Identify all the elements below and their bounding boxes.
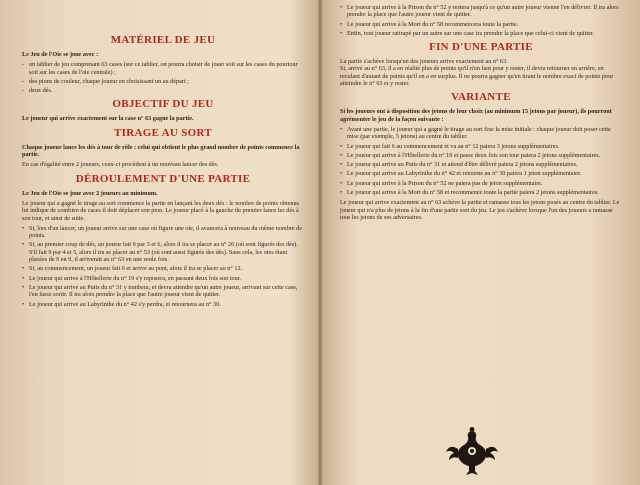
deroulement-text: Le joueur qui a gagné le tirage au sort commence la partie en lançant les deux dés : le nombre de points obtenus lui indique de combien de cases il doit déplacer son pion. Le joueur placé à la gauche du premier lance les dés à son tour, et ainsi de suite. <box>22 199 299 222</box>
deroulement-list <box>22 225 304 308</box>
variante-end: Le joueur qui arrive exactement au n° 63 achève la partie et ramasse tous les jetons posés au centre du tablier. Le joueur qui n'a plus de jetons à la fin d'une partie sort du jeu. Le jeu s'achève lorsque l'un des joueurs a ramassé tous les jetons de ses adversaires. <box>340 199 620 221</box>
list-item: • Le joueur qui arrive au Labyrinthe du n° 42 s'y perdra, et retournera au n° 30. <box>22 301 304 308</box>
fin-heading: FIN D'UNE PARTIE <box>429 41 533 54</box>
goose-emblem-icon <box>445 425 499 477</box>
tirage-text-1: Chaque joueur lance les dés à tour de rôle : celui qui obtient le plus grand nombre de points commence la partie. <box>22 143 300 159</box>
list-item: • Le joueur qui arrive à l'Hôtellerie du n° 19 s'y reposera, en passant deux fois son tour. <box>22 275 304 282</box>
variante-list <box>340 126 622 196</box>
fin-text-2: Si, arrivé au n° 63, il a en réalité plus de points qu'il n'en faut pour y rester, il devra retourner en arrière, en reculant d'autant de points qu'il en a en surplus. Il ne pourra gagner qu'en tirant le nombre exact de points pour atteindre le n° 63 et y rester. <box>340 65 614 88</box>
right-page <box>326 0 640 485</box>
list-item: • Si, au premier coup de dés, un joueur fait 9 par 3 et 6, alors il ira se placer au n° 26 (où sont figurés des dés). S'il fait 9 par 4 et 5, alors il ira se placer au n° 53 (où sont aussi figurés des dés). Sans cela, les oies étant placées de 9 en 9, il arriverait au n° 63 en une seule fois. <box>22 241 304 263</box>
fin-text-1: La partie s'achève lorsqu'un des joueurs arrive exactement au n° 63. <box>340 58 508 66</box>
list-item: • Si, lors d'un lancer, un joueur arrive sur une case où figure une oie, il avancera à nouveau du même nombre de points. <box>22 225 304 240</box>
list-item: - un tablier de jeu comprenant 63 cases (sur ce tablier, on pourra choisir de jouer soit sur les cases du pourtour soit sur les cases de l'oie centrale) ; <box>22 61 304 76</box>
materiel-list <box>22 61 304 94</box>
list-item: • Enfin, tout joueur rattrapé par un autre sur une case ira prendre la place que celui-ci vient de quitter. <box>340 30 622 37</box>
tirage-heading: TIRAGE AU SORT <box>114 126 212 139</box>
deroulement-heading: DÉROULEMENT D'UNE PARTIE <box>75 172 251 185</box>
list-item: • Le joueur qui arrive à la Prison du n° 52 y restera jusqu'à ce qu'un autre joueur vienne l'en délivrer. Il ira alors prendre la place que l'autre joueur vient de quitter. <box>340 4 622 19</box>
list-item: • Le joueur qui fait 6 au commencement et va au n° 12 paiera 3 jetons supplémentaires. <box>340 143 622 150</box>
list-item: • Le joueur qui arrive au Puits du n° 31 et attend d'être délivré paiera 2 jetons supplémentaires. <box>340 161 622 168</box>
variante-heading: VARIANTE <box>451 91 511 104</box>
objectif-text: Le joueur qui arrive exactement sur la case n° 63 gagne la partie. <box>22 115 194 123</box>
list-item: • Le joueur qui arrive à la Prison du n° 52 ne paiera pas de jeton supplémentaire. <box>340 180 622 187</box>
list-item: • Le joueur qui arrive au Labyrinthe du n° 42 et retourne au n° 30 paiera 1 jeton supplémentaire. <box>340 170 622 177</box>
list-item: • Le joueur qui arrive à l'Hôtellerie du n° 19 et passe deux fois son tour paiera 2 jetons supplémentaires. <box>340 152 622 159</box>
list-item: • Le joueur qui arrive à la Mort du n° 58 et recommence toute la partie paiera 2 jetons supplémentaires. <box>340 189 622 196</box>
objectif-heading: OBJECTIF DU JEU <box>112 98 214 111</box>
list-item: • Le joueur qui arrive au Puits du n° 31 y tombera, et devra attendre qu'un autre joueur, arrivant sur cette case, l'en fasse sortir. Il ira alors prendre la place que l'autre joueur vient de quitter. <box>22 284 304 299</box>
left-page <box>0 0 318 485</box>
list-item: - deux dés. <box>22 87 304 94</box>
list-item: • Le joueur qui arrive à la Mort du n° 58 recommencera toute la partie. <box>340 21 622 28</box>
list-item: • Si, au commencement, un joueur fait 6 et arrive au pont, alors il ira se placer au n° 12. <box>22 265 304 272</box>
deroulement-intro: Le Jeu de l'Oie se joue avec 2 joueurs au minimum. <box>22 189 158 197</box>
materiel-intro: Le Jeu de l'Oie se joue avec : <box>22 51 99 58</box>
materiel-heading: MATÉRIEL DE JEU <box>110 34 216 46</box>
tirage-text-2: En cas d'égalité entre 2 joueurs, ceux-ci procèdent à un nouveau lancer des dés. <box>22 161 219 169</box>
rules-continued-list <box>340 4 622 37</box>
list-item: - des pions de couleur, chaque joueur en choisissant un au départ ; <box>22 78 304 85</box>
list-item: • Avant une partie, le joueur qui a gagné le tirage au sort fixe la mise initiale : chaque joueur doit poser cette mise (par exemple, 5 jetons) au centre du tablier. <box>340 126 622 141</box>
variante-intro: Si les joueurs ont à disposition des jetons de leur choix (au minimum 15 jetons par joueur), ils pourront agrémenter le jeu de la façon suivante : <box>340 108 612 123</box>
